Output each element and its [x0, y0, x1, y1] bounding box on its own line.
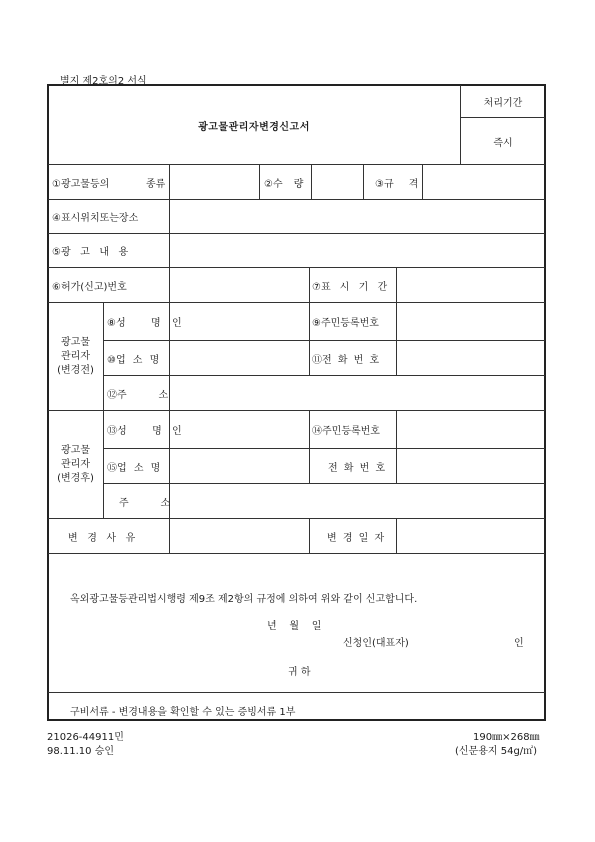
paper-size: 190㎜×268㎜	[473, 732, 540, 743]
address-after-field[interactable]	[170, 484, 545, 518]
form-title: 광고물관리자변경신고서	[198, 121, 310, 133]
phone-before-field[interactable]	[397, 341, 545, 375]
divider	[48, 692, 545, 693]
location-label: ④표시위치또는장소	[52, 213, 139, 224]
display-period-field[interactable]	[397, 268, 545, 302]
applicant-signature-field[interactable]	[425, 630, 510, 648]
divider	[309, 267, 310, 302]
name-after-label: ⑬성 명	[107, 426, 162, 437]
business-after-field[interactable]	[170, 449, 309, 483]
name-before-label: ⑧성 명	[107, 318, 161, 329]
business-after-label: ⑮업 소 명	[107, 462, 161, 474]
addressee-label: 귀 하	[288, 667, 311, 678]
divider	[363, 165, 364, 199]
processing-period-value: 즉시	[493, 137, 513, 149]
processing-period-label: 처리기간	[483, 98, 523, 109]
quantity-label: ②수 량	[264, 178, 304, 190]
form-code: 21026-44911민	[47, 732, 124, 743]
divider	[309, 302, 310, 375]
group-label-line: 광고물	[61, 444, 90, 456]
quantity-field[interactable]	[312, 165, 363, 199]
group-label-line: (변경후)	[57, 472, 94, 484]
spec-field[interactable]	[423, 165, 545, 199]
business-before-field[interactable]	[170, 341, 309, 375]
permit-number-label: ⑥허가(신고)번호	[52, 281, 127, 293]
paper-spec: (신문용지 54g/㎡)	[455, 746, 538, 757]
divider	[309, 518, 310, 553]
divider	[48, 553, 545, 554]
name-before-field[interactable]	[170, 303, 309, 340]
ad-content-field[interactable]	[170, 234, 545, 267]
applicant-seal-mark: 인	[514, 638, 524, 649]
change-reason-field[interactable]	[170, 519, 309, 553]
address-before-label: ⑫주 소	[107, 389, 169, 401]
name-after-field[interactable]	[170, 411, 309, 448]
ad-type-field[interactable]	[170, 165, 259, 199]
date-line: 년 월 일	[267, 621, 322, 632]
approval-date: 98.11.10 승인	[47, 746, 115, 757]
phone-after-label: 전 화 번 호	[328, 462, 386, 474]
address-after-label: 주 소	[119, 497, 171, 509]
seal-mark: 인	[172, 318, 182, 329]
manager-after-group-label	[48, 411, 103, 518]
display-period-label: ⑦표 시 기 간	[312, 281, 388, 293]
change-date-label: 변 경 일 자	[327, 532, 385, 544]
spec-label: ③규 격	[375, 178, 419, 190]
seal-mark: 인	[172, 426, 182, 437]
phone-before-label: ⑪전 화 번 호	[312, 354, 380, 366]
ad-type-label: ①광고물등의	[52, 178, 110, 190]
change-date-field[interactable]	[397, 519, 545, 553]
divider	[103, 302, 104, 518]
group-label-line: (변경전)	[57, 364, 94, 376]
group-label-line: 관리자	[61, 458, 90, 470]
required-documents: 구비서류 - 변경내용을 확인할 수 있는 증빙서류 1부	[70, 707, 296, 718]
declaration-text: 옥외광고물등관리법시행령 제9조 제2항의 규정에 의하여 위와 같이 신고합니다.	[70, 594, 418, 605]
divider	[259, 165, 260, 199]
applicant-label: 신청인(대표자)	[343, 638, 409, 649]
manager-before-group-label	[48, 303, 103, 410]
resident-id-before-label: ⑨주민등록번호	[312, 318, 379, 329]
ad-type-label-suffix: 종류	[146, 178, 166, 190]
ad-content-label: ⑤광 고 내 용	[52, 247, 129, 258]
resident-id-before-field[interactable]	[397, 303, 545, 340]
resident-id-after-label: ⑭주민등록번호	[312, 426, 380, 437]
permit-number-field[interactable]	[170, 268, 309, 302]
form-number-label: 별지 제2호의2 서식	[60, 76, 147, 87]
group-label-line: 관리자	[61, 350, 90, 362]
business-before-label: ⑩업 소 명	[107, 354, 160, 366]
address-before-field[interactable]	[170, 376, 545, 410]
phone-after-field[interactable]	[397, 449, 545, 483]
location-field[interactable]	[170, 200, 545, 233]
change-reason-label: 변 경 사 유	[68, 532, 136, 544]
resident-id-after-field[interactable]	[397, 411, 545, 448]
divider	[309, 410, 310, 483]
group-label-line: 광고물	[61, 336, 90, 348]
